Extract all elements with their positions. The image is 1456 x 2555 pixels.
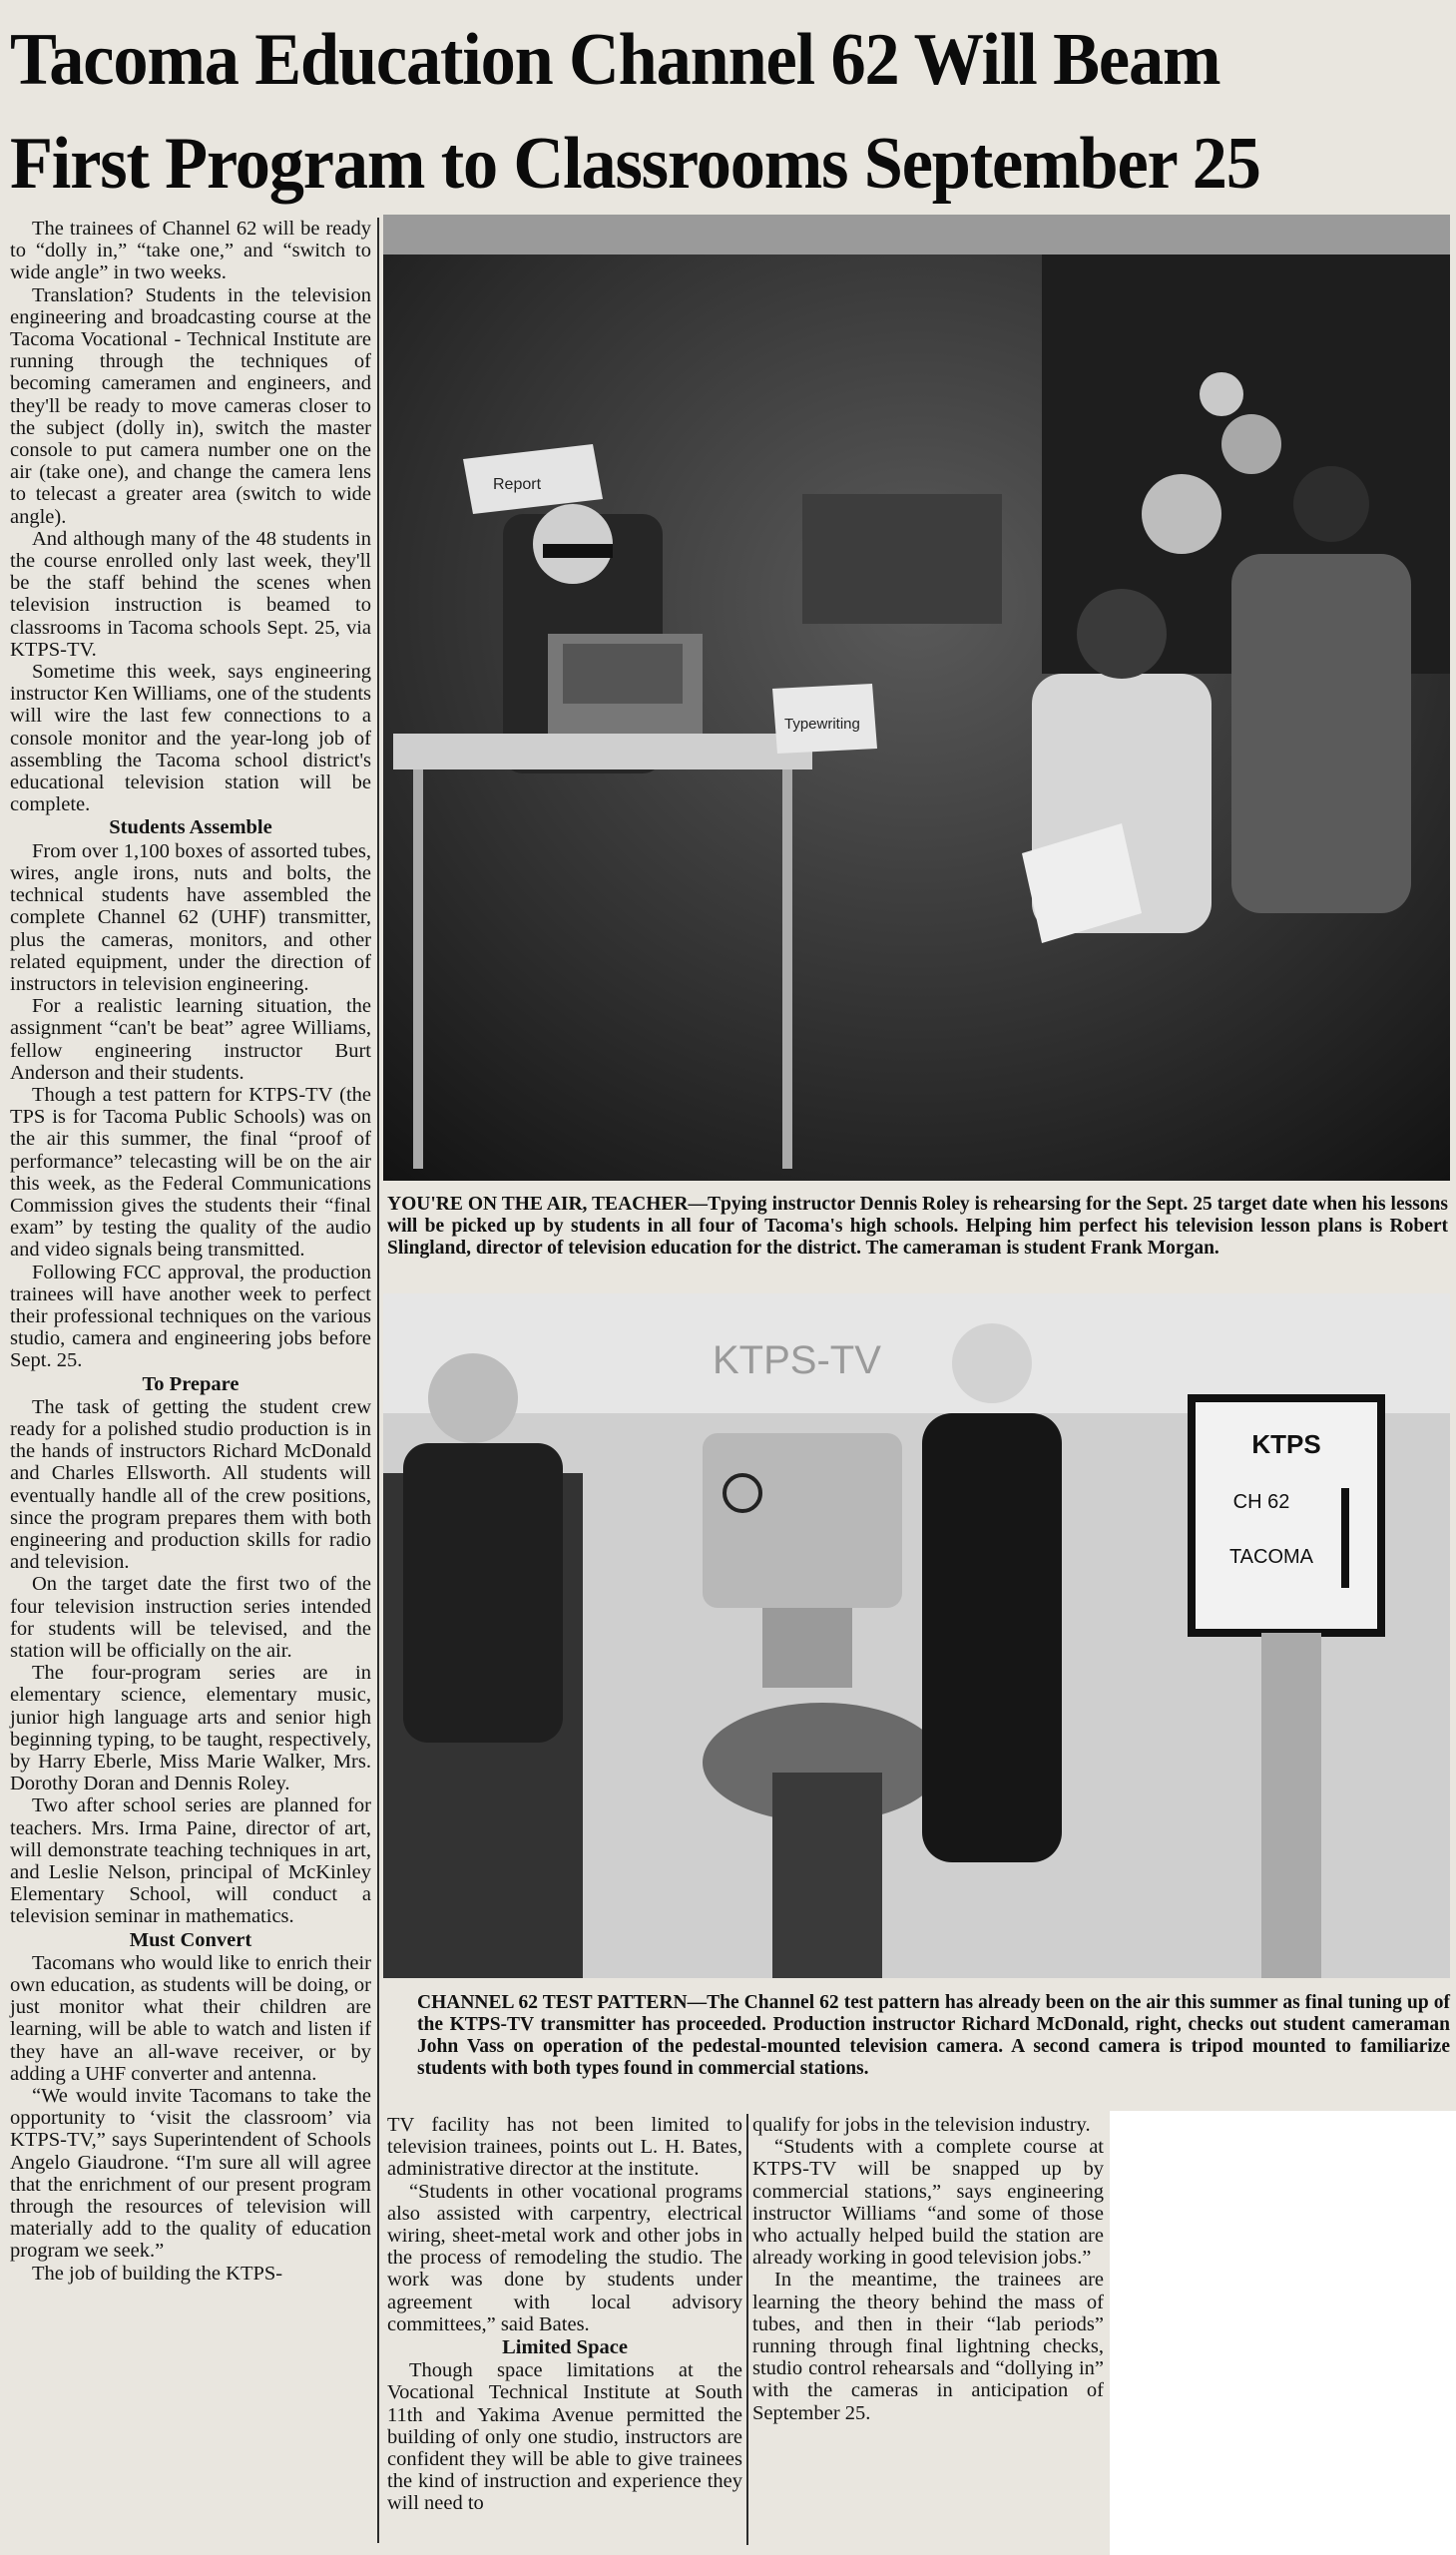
- caption-body: The Channel 62 test pattern has already been on the air this summer as final tuning up of the KTPS-TV transmitter has proceeded. Production instructor Richard McDonald, right, checks out student cameraman John Vass on operation of the pedestal-mounted television camera. A second camera is tripod mounted to familiarize students with both types found in commercial stations.: [417, 1992, 1450, 2079]
- photo-caption-2: [417, 1992, 1450, 2080]
- paragraph: Though space limitations at the Vocational Technical Institute at South 11th and Yakima Avenue permitted the building of only one studio, instructors are confident they will be able to give trainees the kind of instruction and experience they will need to: [387, 2359, 742, 2515]
- article-column-3: [752, 2114, 1104, 2424]
- paragraph: Two after school series are planned for teachers. Mrs. Irma Paine, director of art, will demonstrate teaching techniques in art, and Leslie Nelson, principal of McKinley Elementary School, will conduct a television seminar in mathematics.: [10, 1794, 371, 1928]
- article-column-2: [387, 2114, 742, 2515]
- photo-caption-1: [387, 1194, 1448, 1260]
- subhead: Students Assemble: [109, 816, 272, 839]
- paragraph: Tacomans who would like to enrich their own education, as students will be doing, or just monitor what their children are learning, will be able to watch and listen if they have an all-wave receiver, or by adding a UHF converter and antenna.: [10, 1951, 371, 2085]
- paragraph: Translation? Students in the television engineering and broadcasting course at the Tacoma Vocational - Technical Institute are running through the techniques of becoming cameramen and engineers, and they'll be ready to move cameras closer to the subject (dolly in), switch the master console to put camera number one on the air (take one), and change the camera lens to telecast a greater area (switch to wide angle).: [10, 283, 371, 528]
- wall-sign: KTPS-TV: [713, 1338, 881, 1382]
- paragraph: On the target date the first two of the four television instruction series intended for students will be televised, and the station will be officially on the air.: [10, 1573, 371, 1662]
- paragraph: Sometime this week, says engineering instructor Ken Williams, one of the students will wire the last few connections to a console monitor and the year-long job of assembling the Tacoma school district's educational television station will be complete.: [10, 661, 371, 816]
- paragraph: TV facility has not been limited to television trainees, points out L. H. Bates, administrative director at the institute.: [387, 2114, 742, 2181]
- headline-line-2: First Program to Classrooms September 25: [10, 123, 1260, 205]
- board-channel: CH 62: [1232, 1491, 1290, 1513]
- paragraph: And although many of the 48 students in the course enrolled only last week, they'll be the staff behind the scenes when television instruction is beamed to classrooms in Tacoma schools Sept. 25, via KTPS-TV.: [10, 527, 371, 661]
- paragraph: The trainees of Channel 62 will be ready to “dolly in,” “take one,” and “switch to wide angle” in two weeks.: [10, 218, 371, 284]
- card-report-text: Report: [493, 476, 542, 493]
- paragraph: Following FCC approval, the production trainees will have another week to perfect their professional techniques on the various studio, camera and engineering jobs before Sept. 25.: [10, 1261, 371, 1372]
- blank-margin: [1110, 2111, 1456, 2555]
- paragraph: From over 1,100 boxes of assorted tubes, wires, angle irons, nuts and bolts, the technical students have assembled the complete Channel 62 (UHF) transmitter, plus the cameras, monitors, and other related equipment, under the direction of instructors in television engineering.: [10, 839, 371, 995]
- paragraph: The job of building the KTPS-: [32, 2262, 283, 2285]
- paragraph: “We would invite Tacomans to take the opportunity to ‘visit the classroom’ via KTPS-TV,” says Superintendent of Schools Angelo Giaudrone. “I'm sure all will agree that the enrichment of our present program through the resources of television will materially add to the quality of education program we seek.”: [10, 2085, 371, 2263]
- headline-line-1: Tacoma Education Channel 62 Will Beam: [10, 19, 1220, 101]
- photo-typing-teacher: [383, 215, 1450, 1181]
- paragraph: The task of getting the student crew ready for a polished studio production is in the hands of instructors Richard McDonald and Charles Ellsworth. All students will eventually handle all of the crew positions, since the program prepares them with both engineering and production skills for radio and television.: [10, 1395, 371, 1574]
- headline: [10, 8, 1375, 216]
- paragraph: The four-program series are in elementary science, elementary music, junior high language arts and senior high beginning typing, to be taught, respectively, by Harry Eberle, Miss Marie Walker, Mrs. Dorothy Doran and Dennis Roley.: [10, 1662, 371, 1795]
- article-column-1: [10, 218, 371, 2285]
- photo-typing-teacher-image: [383, 215, 1450, 1181]
- photo-test-pattern: [383, 1293, 1450, 1978]
- paragraph: qualify for jobs in the television industry.: [752, 2114, 1091, 2136]
- board-ktps: KTPS: [1251, 1429, 1321, 1459]
- caption-lead: YOU'RE ON THE AIR, TEACHER—: [387, 1194, 708, 1215]
- caption-lead: CHANNEL 62 TEST PATTERN—: [417, 1992, 708, 2013]
- board-tacoma: TACOMA: [1228, 1546, 1314, 1568]
- paragraph: “Students with a complete course at KTPS-TV will be snapped up by commercial stations,” says engineering instructor Williams “and some of those who actually helped build the station are already working in good television jobs.”: [752, 2136, 1104, 2270]
- paragraph: For a realistic learning situation, the assignment “can't be beat” agree Williams, fellow engineering instructor Burt Anderson and their students.: [10, 995, 371, 1084]
- subhead: To Prepare: [142, 1372, 240, 1395]
- card-typewriting-text: Typewriting: [784, 716, 860, 733]
- subhead: Limited Space: [502, 2336, 628, 2359]
- column-rule: [377, 218, 379, 2543]
- paragraph: In the meantime, the trainees are learning the theory behind the mass of tubes, and then in their “lab periods” running through final lightning checks, studio control rehearsals and “dollying in” with the cameras in anticipation of September 25.: [752, 2269, 1104, 2424]
- paragraph: “Students in other vocational programs also assisted with carpentry, electrical wiring, sheet-metal work and other jobs in the process of remodeling the studio. The work was done by students under agreement with local advisory committees,” said Bates.: [387, 2180, 742, 2335]
- subhead: Must Convert: [129, 1928, 252, 1951]
- column-rule: [746, 2114, 748, 2545]
- caption-body: Tpying instructor Dennis Roley is rehearsing for the Sept. 25 target date when his lessons will be picked up by students in all four of Tacoma's high schools. Helping him perfect his television lesson plans is Robert Slingland, director of television education for the district. The cameraman is student Frank Morgan.: [387, 1194, 1448, 1259]
- photo-test-pattern-image: [383, 1293, 1450, 1978]
- paragraph: Though a test pattern for KTPS-TV (the TPS is for Tacoma Public Schools) was on the air this summer, the final “proof of performance” telecasting will be on the air this week, as the Federal Communications Commission gives the students their “final exam” by testing the quality of the audio and video signals being transmitted.: [10, 1083, 371, 1262]
